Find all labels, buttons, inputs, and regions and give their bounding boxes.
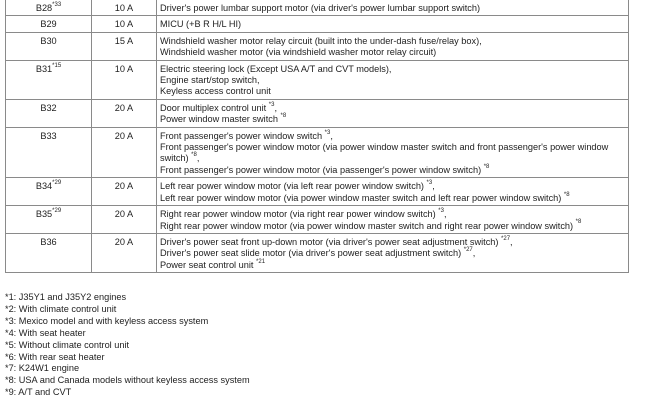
table-row <box>6 0 629 16</box>
description-line <box>160 248 625 259</box>
fuse-table <box>5 0 629 273</box>
description-line <box>160 47 625 58</box>
fuse-number-cell <box>6 16 92 32</box>
description-text: Engine start/stop switch, <box>160 75 260 86</box>
fuse-number-cell <box>6 99 92 127</box>
fuse-number: B31 <box>35 63 53 74</box>
punctuation: , <box>432 181 435 192</box>
footnote: *6: With rear seat heater <box>5 351 105 362</box>
description-line <box>160 142 625 165</box>
description-text: Right rear power window motor (via right rear power window switch) <box>160 209 436 220</box>
fuse-number: B36 <box>40 236 57 247</box>
description-line <box>160 36 625 47</box>
description-line <box>160 131 625 142</box>
table-row <box>6 206 629 234</box>
description-line <box>160 221 625 232</box>
description-line <box>160 237 625 248</box>
description-text: Right rear power window motor (via power window master switch and right rear power window switch) <box>160 220 574 231</box>
footnote: *4: With seat heater <box>5 327 86 338</box>
amperage-cell: 20 A <box>92 99 157 127</box>
description-text: Driver's power lumbar support motor (via driver's power lumbar support switch) <box>160 3 481 13</box>
footnote: *5: Without climate control unit <box>5 339 130 350</box>
description-text: Keyless access control unit <box>160 86 271 97</box>
description-text: Power seat control unit <box>160 259 254 270</box>
footnote-ref: *29 <box>52 208 62 215</box>
fuse-number-cell <box>6 178 92 206</box>
description-text: Door multiplex control unit <box>160 102 267 113</box>
description-text: Electric steering lock (Except USA A/T and CVT models), <box>160 63 392 74</box>
description-line <box>160 86 625 97</box>
footnote: *8: USA and Canada models without keyless access system <box>5 375 250 386</box>
footnote-ref: *8 <box>483 163 490 170</box>
description-text: Driver's power seat front up-down motor (via driver's power seat adjustment switch) <box>160 236 499 247</box>
amperage-cell: 15 A <box>92 32 157 60</box>
description-text: Front passenger's power window motor (via passenger's power window switch) <box>160 164 482 175</box>
footnote-ref: *8 <box>575 219 582 226</box>
fuse-number: B34 <box>35 181 53 192</box>
description-line <box>160 181 625 192</box>
footnote-ref: *8 <box>191 152 197 159</box>
circuit-description-cell <box>157 0 629 16</box>
circuit-description-cell <box>157 233 629 272</box>
punctuation: , <box>274 102 278 113</box>
circuit-description-cell <box>157 206 629 234</box>
fuse-table-body <box>6 0 629 273</box>
description-line <box>160 19 625 30</box>
description-line <box>160 260 625 271</box>
footnote-ref: *27 <box>463 247 473 254</box>
footnote-ref: *27 <box>501 235 511 242</box>
circuit-description-cell <box>157 178 629 206</box>
description-text: Front passenger's power window switch <box>160 130 323 141</box>
footnotes <box>5 292 250 399</box>
circuit-description-cell <box>157 99 629 127</box>
table-row <box>6 127 629 178</box>
description-text: Driver's power seat slide motor (via driver's power seat adjustment switch) <box>160 248 462 259</box>
description-line <box>160 64 625 75</box>
fuse-number: B29 <box>40 19 57 30</box>
amperage-cell: 20 A <box>92 233 157 272</box>
description-line <box>160 103 625 114</box>
amperage-cell: 10 A <box>92 60 157 99</box>
punctuation: , <box>472 248 476 259</box>
footnote-ref: *3 <box>438 208 444 215</box>
fuse-number: B30 <box>40 35 57 46</box>
description-text: Windshield washer motor relay circuit (built into the under-dash fuse/relay box), <box>160 35 482 46</box>
description-text: Windshield washer motor (via windshield washer motor relay circuit) <box>160 47 437 58</box>
table-row <box>6 16 629 32</box>
footnote-ref: *33 <box>52 1 62 8</box>
circuit-description-cell <box>157 127 629 178</box>
footnote-ref: *8 <box>563 191 570 198</box>
circuit-description-cell <box>157 60 629 99</box>
description-line <box>160 165 625 176</box>
footnote-ref: *3 <box>268 101 275 108</box>
table-row <box>6 32 629 60</box>
footnote: *3: Mexico model and with keyless access system <box>5 315 209 326</box>
amperage-cell: 10 A <box>92 0 157 16</box>
footnote: *9: A/T and CVT <box>5 387 72 398</box>
footnote-ref: *8 <box>280 113 287 120</box>
circuit-description-cell <box>157 16 629 32</box>
fuse-number-cell <box>6 0 92 16</box>
description-line <box>160 75 625 86</box>
description-line <box>160 209 625 220</box>
amperage-cell: 10 A <box>92 16 157 32</box>
fuse-number: B32 <box>40 102 57 113</box>
circuit-description-cell <box>157 32 629 60</box>
footnote: *7: K24W1 engine <box>5 363 80 374</box>
punctuation: , <box>443 209 447 220</box>
footnote: *1: J35Y1 and J35Y2 engines <box>5 292 127 302</box>
description-text: Left rear power window motor (via power window master switch and left rear power window switch) <box>160 192 562 203</box>
description-line <box>160 114 625 125</box>
punctuation: , <box>510 236 513 247</box>
fuse-number: B33 <box>40 130 57 141</box>
table-row <box>6 99 629 127</box>
fuse-number-cell <box>6 32 92 60</box>
description-text: Front passenger's power window motor (via power window master switch and front passenger's power window switch) <box>160 142 609 164</box>
amperage-cell: 20 A <box>92 178 157 206</box>
description-text: MICU (+B R H/L HI) <box>160 19 242 30</box>
table-row <box>6 178 629 206</box>
fuse-number-cell <box>6 60 92 99</box>
description-line <box>160 3 625 14</box>
footnote-ref: *3 <box>324 129 331 136</box>
description-text: Left rear power window motor (via left rear power window switch) <box>160 181 424 192</box>
fuse-number-cell <box>6 233 92 272</box>
fuse-number: B35 <box>35 209 53 220</box>
fuse-number-cell <box>6 206 92 234</box>
footnote-ref: *15 <box>52 62 62 69</box>
fuse-number: B28 <box>35 3 53 13</box>
amperage-cell: 20 A <box>92 206 157 234</box>
description-text: Power window master switch <box>160 114 278 125</box>
footnote-ref: *29 <box>52 180 62 187</box>
table-row <box>6 233 629 272</box>
footnote: *2: With climate control unit <box>5 303 117 314</box>
description-line <box>160 193 625 204</box>
fuse-number-cell <box>6 127 92 178</box>
footnote-ref: *3 <box>426 180 433 187</box>
punctuation: , <box>330 130 333 141</box>
footnote-ref: *21 <box>256 258 266 265</box>
punctuation: , <box>196 153 200 164</box>
amperage-cell: 20 A <box>92 127 157 178</box>
table-row <box>6 60 629 99</box>
